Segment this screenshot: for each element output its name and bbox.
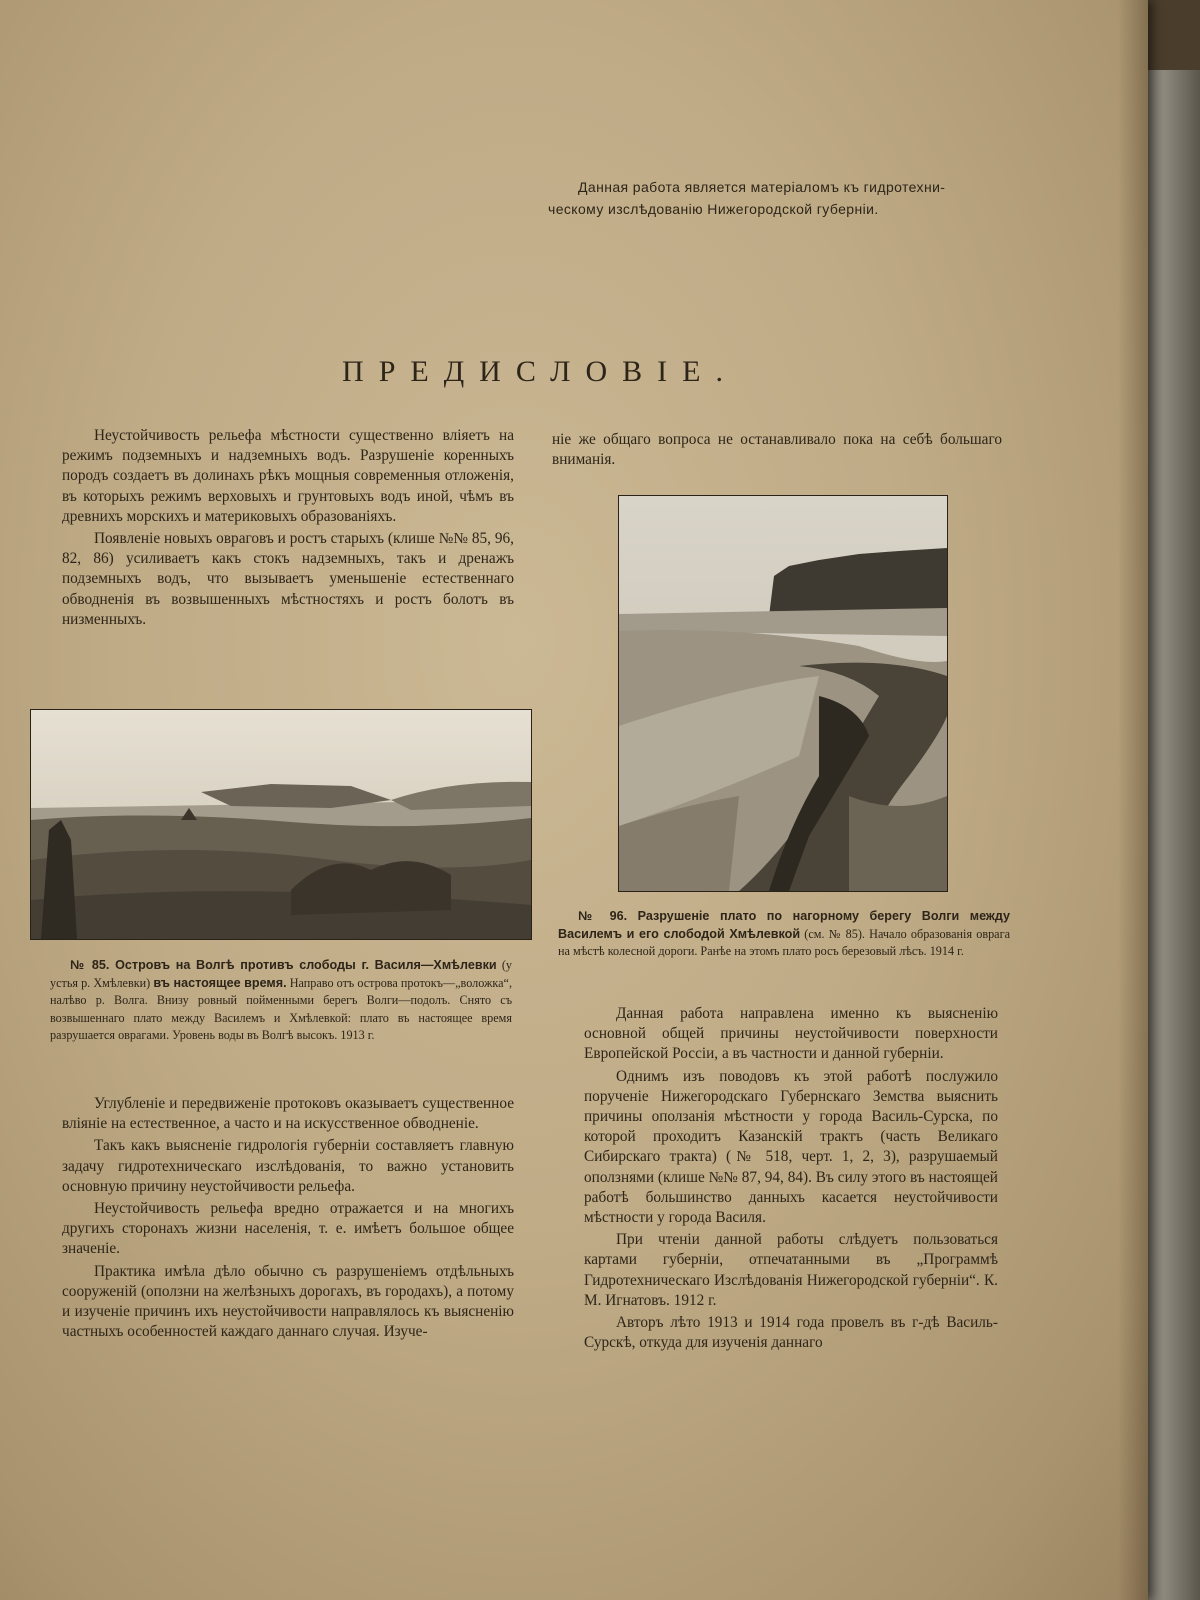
caption-title: № 96. Разрушеніе плато по нагорному берегу Волги между Василемъ и его слободой Хмѣлевкой bbox=[558, 909, 1010, 941]
page-title: ПРЕДИСЛОВІЕ. bbox=[342, 355, 738, 388]
right-column-bottom bbox=[584, 1004, 998, 1355]
paragraph: Однимъ изъ поводовъ къ этой работѣ послужило порученіе Нижегородскаго Губернскаго Земства выяснить причины оползанія мѣстности у города Василь-Сурска, по которой проходитъ Казанскій трактъ (часть Великаго Сибирскаго тракта) (№ 518, черт. 1, 2, 3), разрушаемый оползнями (клише №№ 87, 94, 84). Въ силу этого въ настоящей работѣ большинство данныхъ касается неустойчивости мѣстности у города Василя. bbox=[584, 1067, 998, 1227]
paragraph: Углубленіе и передвиженіе протоковъ оказываетъ существенное вліяніе на естественное, а часто и на искусственное обводненіе. bbox=[62, 1095, 514, 1133]
background-surface bbox=[1140, 70, 1200, 1600]
caption-text: (у устья р. Хмѣлевки) bbox=[50, 958, 512, 990]
paragraph: Такъ какъ выясненіе гидрологія губерніи составляетъ главную задачу гидротехническаго изслѣдованія, то важно установить основную причину неустойчивости рельефа. bbox=[62, 1137, 514, 1195]
caption-title: въ настоящее время. bbox=[153, 975, 287, 990]
page-edge-shadow bbox=[1118, 0, 1148, 1600]
photo-volga-island bbox=[30, 709, 532, 940]
paragraph: Практика имѣла дѣло обычно съ разрушеніемъ отдѣльныхъ сооруженій (оползни на желѣзныхъ дорогахъ, въ городахъ), а потому и изученіе причинъ ихъ неустойчивости направлялось къ выясненію частныхъ особенностей каждаго даннаго случая. Изуче- bbox=[62, 1262, 514, 1341]
epigraph-line-2: ческому изслѣдованію Нижегородской губерніи. bbox=[548, 201, 879, 217]
paragraph: ніе же общаго вопроса не останавливало пока на себѣ большаго вниманія. bbox=[552, 431, 1002, 469]
caption-text: Направо отъ острова протокъ—„воложка“, налѣво р. Волга. Внизу ровный пойменными берегъ Волги—подолъ. Снято съ возвышеннаго плато между Василемъ и Хмѣлевкой: плато въ настоящее время разрушается оврагами. Уровень воды въ Волгѣ высокъ. 1913 г. bbox=[50, 975, 513, 1042]
caption-text: (см. № 85). Начало образованія оврага на мѣстѣ колесной дороги. Ранѣе на этомъ плато росъ березовый лѣсъ. 1914 г. bbox=[558, 926, 1011, 958]
caption-title: № 85. Островъ на Волгѣ противъ слободы г. Василя—Хмѣлевки bbox=[70, 958, 497, 972]
caption-photo-85 bbox=[50, 957, 512, 1045]
right-column-top bbox=[552, 430, 1002, 472]
photo-eroded-plateau bbox=[618, 495, 948, 892]
photo-volga-island-image bbox=[31, 710, 531, 939]
epigraph bbox=[548, 176, 948, 220]
photo-eroded-plateau-image bbox=[619, 496, 947, 891]
paragraph: Появленіе новыхъ овраговъ и ростъ старыхъ (клише №№ 85, 96, 82, 86) усиливаетъ какъ стокъ надземныхъ, такъ и дренажъ подземныхъ водъ, что вызываетъ уменьшеніе естественнаго обводненія въ возвышенныхъ мѣстностяхъ и ростъ болотъ въ низменныхъ. bbox=[62, 530, 514, 628]
paragraph: Неустойчивость рельефа мѣстности существенно вліяетъ на режимъ подземныхъ и надземныхъ водъ. Разрушеніе коренныхъ породъ создаетъ въ долинахъ рѣкъ мощныя современныя отложенія, въ которыхъ режимъ верховыхъ и грунтовыхъ водъ иной, чѣмъ въ древнихъ морскихъ и материковыхъ образованіяхъ. bbox=[62, 427, 514, 525]
paragraph: Неустойчивость рельефа вредно отражается и на многихъ другихъ сторонахъ жизни населенія, т. е. имѣетъ большое общее значеніе. bbox=[62, 1200, 514, 1258]
left-column-bottom bbox=[62, 1094, 514, 1344]
paragraph: Данная работа направлена именно къ выясненію основной общей причины неустойчивости поверхности Европейской Россіи, а въ частности и данной губерніи. bbox=[584, 1005, 998, 1063]
epigraph-line-1: Данная работа является матеріаломъ къ гидротехни- bbox=[578, 179, 946, 195]
paragraph: Авторъ лѣто 1913 и 1914 года провелъ въ г-дѣ Василь-Сурскѣ, откуда для изученія даннаго bbox=[584, 1314, 998, 1352]
left-column-top bbox=[62, 426, 514, 632]
paragraph: При чтеніи данной работы слѣдуетъ пользоваться картами губерніи, отпечатанными въ „Программѣ Гидротехническаго Изслѣдованія Нижегородской губерніи“. К. М. Игнатовъ. 1912 г. bbox=[584, 1231, 998, 1309]
caption-photo-96 bbox=[558, 908, 1010, 961]
